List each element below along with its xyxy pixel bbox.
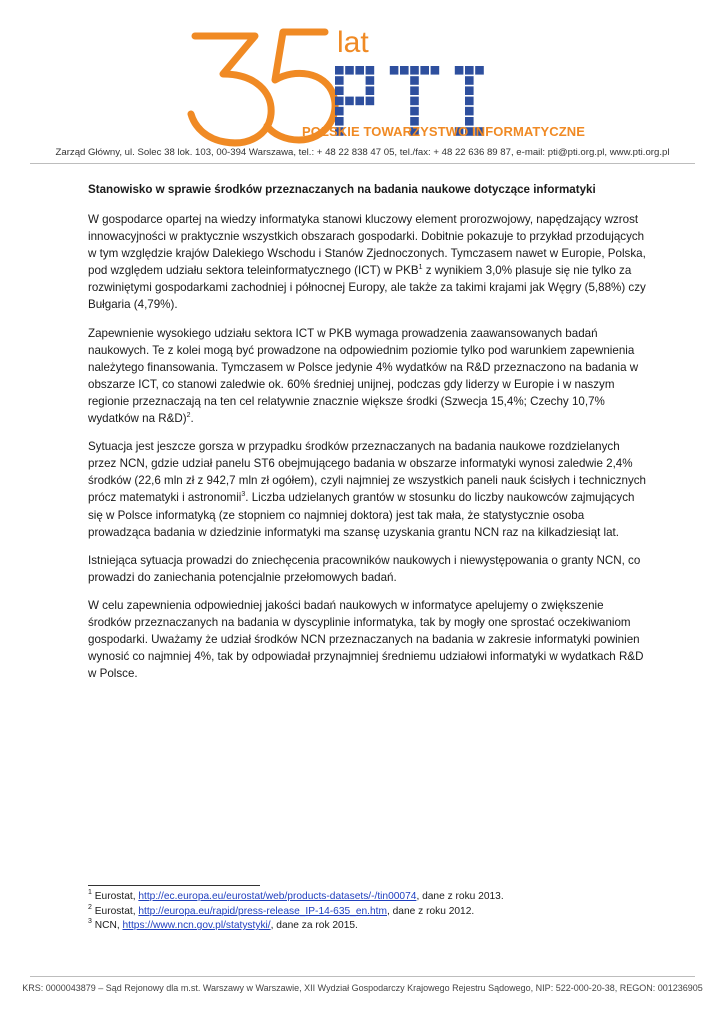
footnote-source: Eurostat, (94, 891, 139, 902)
footnote-date: , dane z roku 2012. (386, 905, 475, 917)
paragraph-2-text-cont: . (190, 412, 194, 426)
header-divider (30, 163, 695, 164)
footnote-number: 1 (88, 889, 92, 896)
footnote-date: , dane z roku 2013. (416, 891, 504, 902)
logo-block (410, 76, 419, 85)
logo-lat-text: lat (337, 26, 369, 59)
document-title: Stanowisko w sprawie środków przeznaczanych na badania naukowe dotyczące informatyki (88, 183, 596, 196)
organization-name: POLSKIE TOWARZYSTWO INFORMATYCZNE (302, 124, 586, 139)
footer-divider (30, 976, 695, 977)
footnote-ref-3[interactable]: 3 (241, 491, 246, 499)
logo-block (465, 76, 474, 85)
paragraph-1-text: W gospodarce opartej na wiedzy informatyka stanowi kluczowy element prorozwojowy, napędzający wzrost innowacyjności w praktycznie wszystkich obszarach gospodarki. Dobitnie pokazuje to przykład przodujących w tym względzie krajów Dalekiego Wschodu i Stanów Zjednoczonych. Tymczasem nawet w Europie, Polska, pod względem udziału sektora teleinformatycznego (ICT) w PKB (88, 213, 646, 278)
logo-block (335, 107, 344, 116)
logo-block (431, 66, 440, 75)
footnotes (88, 890, 668, 934)
footnote-link[interactable]: http://ec.europa.eu/eurostat/web/products-datasets/-/tin00074 (138, 891, 417, 902)
paragraph-3-text-cont: . Liczba udzielanych grantów w stosunku do liczby naukowców zajmujących się w Polsce informatyką (ze stopniem co najmniej doktora) jest tak mała, że statystycznie osoba prowadząca badania w dziedzinie informatyki ma szansę uzyskania grantu NCN raz na kilkadziesiąt lat. (88, 491, 635, 539)
logo-block (465, 86, 474, 95)
contact-address: Zarząd Główny, ul. Solec 38 lok. 103, 00-394 Warszawa, tel.: + 48 22 838 47 05, tel./fax: + 48 22 636 89 87, e-mail: pti@pti.org.pl, www.pti.org.pl (55, 147, 670, 158)
logo-block (335, 97, 344, 106)
paragraph-3-text: Sytuacja jest jeszcze gorsza w przypadku środków przeznaczanych na badania naukowe rozdzielanych przez NCN, gdzie udział panelu ST6 obejmującego badania w obszarze informatyki wynosi zaledwie 2,4% środków (22,6 mln zł z 942,7 mln zł ogółem), czyli najmniej ze wszystkich paneli nauk ścisłych i technicznych prócz matematyki i astronomii (88, 440, 647, 505)
logo-block (465, 97, 474, 106)
logo-digit-three (191, 36, 271, 143)
logo-block (335, 66, 344, 75)
logo-block (465, 107, 474, 116)
document-body (88, 182, 648, 693)
logo-block (345, 66, 354, 75)
footnote-ref-1[interactable]: 1 (418, 264, 423, 272)
registration-footer: KRS: 0000043879 – Sąd Rejonowy dla m.st. Warszawy w Warszawie, XII Wydział Gospodarczy Krajowego Rejestru Sądowego, NIP: 522-000-20-38, REGON: 001236905 (22, 983, 703, 993)
logo-block (366, 76, 375, 85)
paragraph-1-text-cont: z wynikiem 3,0% plasuje się nie tylko za rozwiniętymi gospodarkami zachodniej i północnej Europy, ale także za takimi krajami jak Węgry (5,88%) czy Bułgaria (4,79%). (88, 264, 646, 312)
logo-block (390, 66, 399, 75)
logo-block (335, 86, 344, 95)
footnote-2 (88, 905, 668, 920)
footnote-link[interactable]: http://europa.eu/rapid/press-release_IP-14-635_en.htm (138, 905, 387, 917)
logo-block (410, 107, 419, 116)
paragraph-5: W celu zapewnienia odpowiedniej jakości badań naukowych w informatyce apelujemy o zwiększenie środków przeznaczanych na badania w dyscyplinie informatyka, tak by mogły one sprostać oczekiwaniom gospodarki. Uważamy że udział środków NCN przeznaczanych na badania w zakresie informatyki powinien wynosić co najmniej 4%, tak by odpowiadał przynajmniej średniemu udziałowi informatyki w wydatkach R&D w Polsce. (88, 598, 644, 681)
logo-block (400, 66, 409, 75)
logo-block (366, 97, 375, 106)
footnote-number: 3 (88, 918, 92, 926)
paragraph-4: Istniejąca sytuacja prowadzi do zniechęcenia pracowników naukowych i niewystępowania o granty NCN, co prowadzi do zaniechania potencjalnie przełomowych badań. (88, 553, 641, 584)
logo-block (475, 66, 484, 75)
footnote-date: , dane za rok 2015. (270, 920, 358, 932)
footnote-ref-2[interactable]: 2 (186, 412, 191, 420)
paragraph-1 (88, 211, 648, 314)
footnote-link[interactable]: https://www.ncn.gov.pl/statystyki/ (122, 920, 271, 932)
logo-block (410, 97, 419, 106)
logo-block (355, 66, 364, 75)
logo-block (345, 97, 354, 106)
logo-block (410, 86, 419, 95)
footnote-divider (88, 885, 260, 886)
paragraph-3 (88, 438, 648, 541)
footnote-1 (88, 890, 668, 905)
logo-block (366, 86, 375, 95)
footnote-source: NCN, (94, 920, 123, 932)
paragraph-2 (88, 325, 648, 428)
footnote-number: 2 (88, 903, 92, 911)
footnote-3 (88, 919, 668, 934)
logo-block (455, 66, 464, 75)
paragraph-2-text: Zapewnienie wysokiego udziału sektora ICT w PKB wymaga prowadzenia zaawansowanych badań naukowych. Te z kolei mogą być prowadzone na odpowiednim poziomie tylko pod warunkiem zapewnienia należytego finansowania. Tymczasem w Polsce jedynie 4% wydatków na R&D przeznaczono na badania w obszarze ICT, co stanowi zaledwie ok. 60% średniej unijnej, podczas gdy liderzy w Europie i w naszym regionie przeznaczają na ten cel relatywnie znacznie większe środki (Szwecja 15,4%; Czechy 10,7% wydatków na R&D) (88, 326, 639, 426)
logo-block (410, 66, 419, 75)
logo-block (335, 76, 344, 85)
logo-block (355, 97, 364, 106)
footnote-source: Eurostat, (94, 905, 139, 917)
logo-block (366, 66, 375, 75)
logo-block (420, 66, 429, 75)
logo-block (465, 66, 474, 75)
